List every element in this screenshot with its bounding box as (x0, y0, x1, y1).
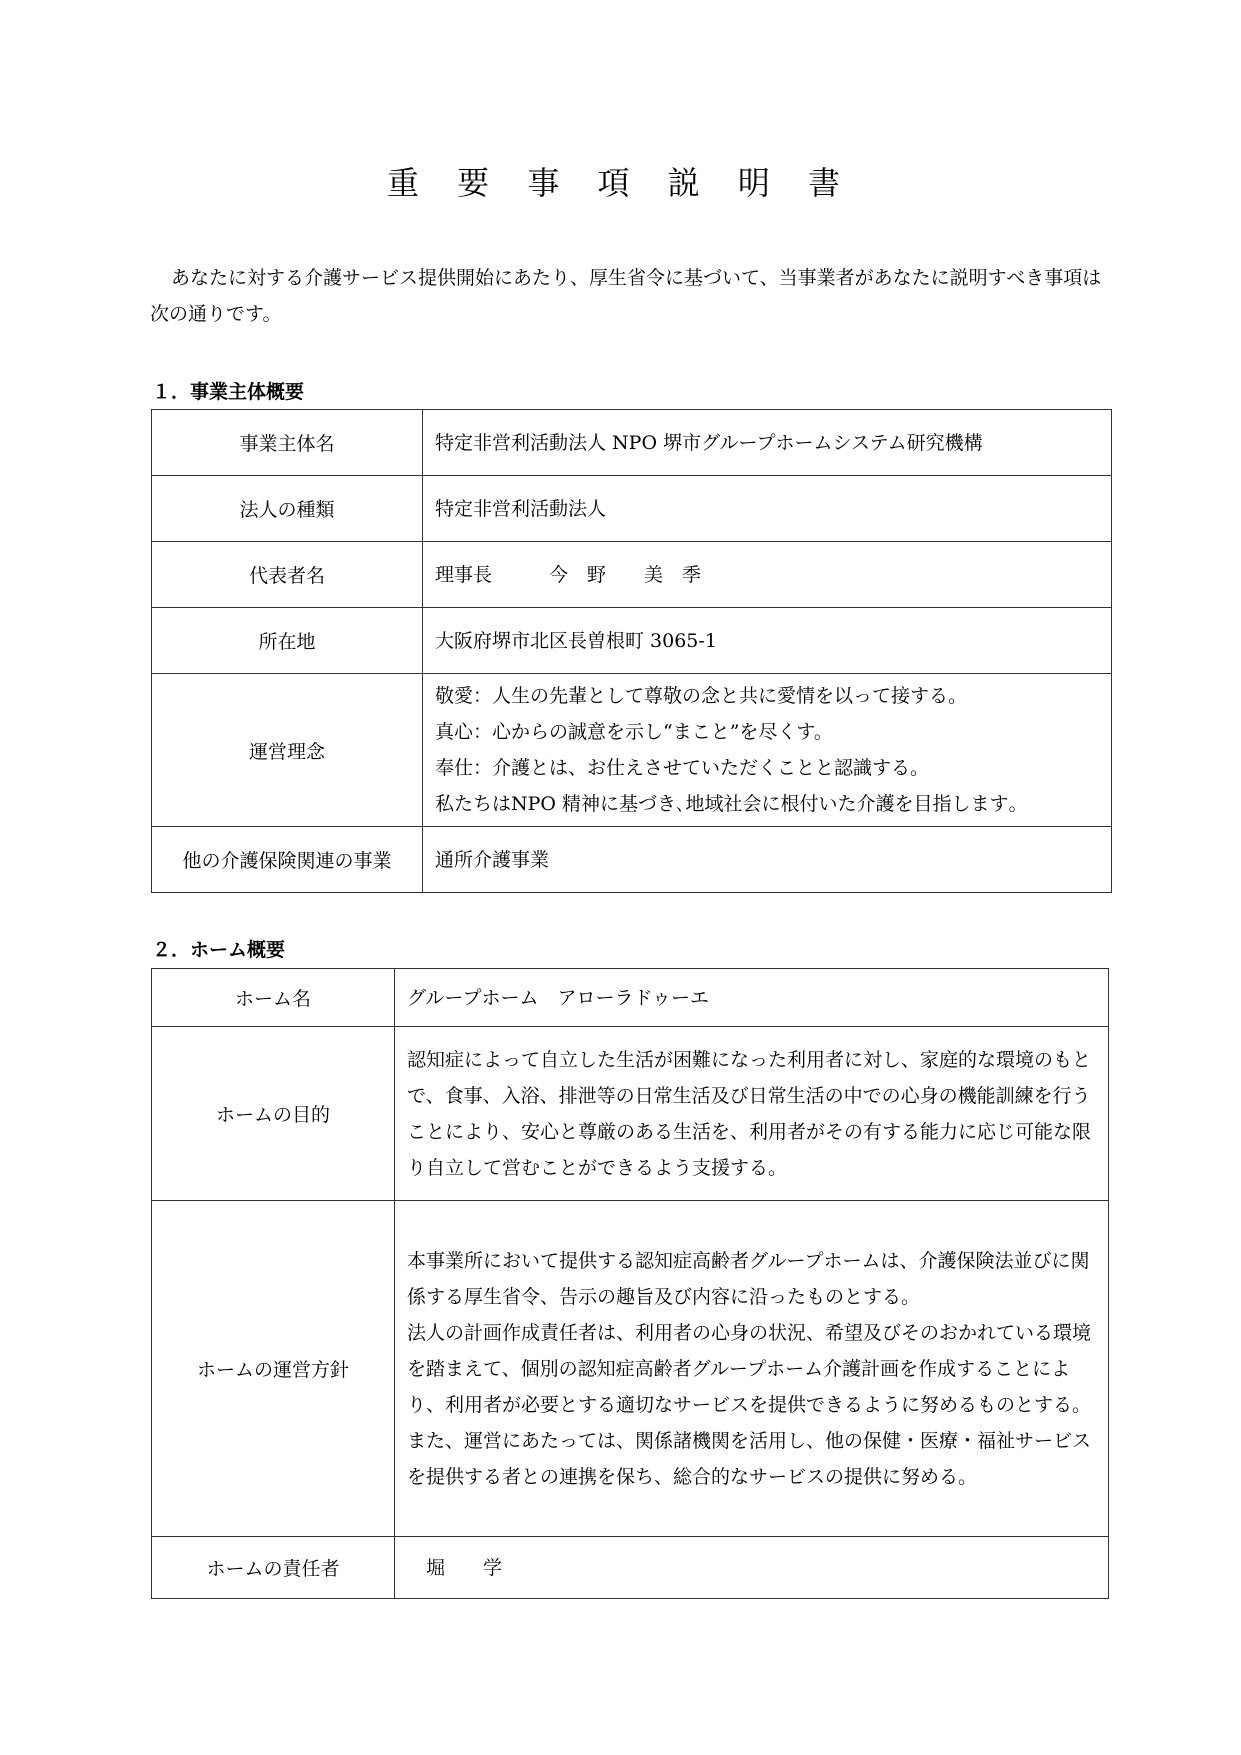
section-heading-organization: １．事業主体概要 (152, 381, 305, 403)
philosophy-line: 私たちはNPO 精神に基づき､地域社会に根付いた介護を目指します｡ (435, 793, 1019, 815)
corporation-type: 特定非営利活動法人 (423, 476, 1112, 542)
philosophy-line: 真心：心からの誠意を示し“まこと”を尽くす。 (435, 721, 833, 743)
policy-paragraph: 法人の計画作成責任者は、利用者の心身の状況、希望及びそのおかれている環境を踏まえて、個別の認知症高齢者グループホーム介護計画を作成することにより、利用者が必要とする適切なサービスを提供できるように努めるものとする。また、運営にあたっては、関係諸機関を活用し、他の保健・医療・福祉サービスを提供する者との連携を保ち、総合的なサービスの提供に努める。 (407, 1321, 1092, 1488)
table-row (152, 608, 1112, 674)
operating-policy-cell (395, 1201, 1109, 1537)
home-manager: 堀 学 (395, 1537, 1109, 1599)
table-row (152, 542, 1112, 608)
philosophy-cell (423, 674, 1112, 827)
row-label: ホームの責任者 (152, 1537, 395, 1599)
home-overview-table (151, 968, 1109, 1599)
row-label: ホームの運営方針 (152, 1201, 395, 1537)
organization-overview-table (151, 409, 1112, 893)
philosophy-line: 奉仕：介護とは、お仕えさせていただくことと認識する。 (435, 757, 930, 779)
organization-name: 特定非営利活動法人 NPO 堺市グループホームシステム研究機構 (423, 410, 1112, 476)
table-row (152, 476, 1112, 542)
related-business: 通所介護事業 (423, 827, 1112, 893)
table-row (152, 1537, 1109, 1599)
home-purpose: 認知症によって自立した生活が困難になった利用者に対し、家庭的な環境のもとで、食事、入浴、排泄等の日常生活及び日常生活の中での心身の機能訓練を行うことにより、安心と尊厳のある生活を、利用者がその有する能力に応じ可能な限り自立して営むことができるよう支援する。 (395, 1027, 1109, 1201)
table-row (152, 1027, 1109, 1201)
row-label: 事業主体名 (152, 410, 423, 476)
philosophy-line: 敬愛：人生の先輩として尊敬の念と共に愛情を以って接する。 (435, 685, 968, 707)
row-label: 代表者名 (152, 542, 423, 608)
home-name: グループホーム アローラドゥーエ (395, 969, 1109, 1027)
section-heading-home: ２．ホーム概要 (152, 939, 286, 961)
row-label: 運営理念 (152, 674, 423, 827)
representative-name: 理事長 今 野 美 季 (423, 542, 1112, 608)
address: 大阪府堺市北区長曽根町 3065-1 (423, 608, 1112, 674)
table-row (152, 1201, 1109, 1537)
table-row (152, 410, 1112, 476)
intro-text: あなたに対する介護サービス提供開始にあたり、厚生省令に基づいて、当事業者があなたに説明すべき事項は次の通りです。 (150, 267, 1102, 325)
row-label: 所在地 (152, 608, 423, 674)
table-row (152, 969, 1109, 1027)
policy-paragraph: 本事業所において提供する認知症高齢者グループホームは、介護保険法並びに関係する厚生省令、告示の趣旨及び内容に沿ったものとする。 (407, 1249, 1090, 1308)
row-label: 法人の種類 (152, 476, 423, 542)
row-label: 他の介護保険関連の事業 (152, 827, 423, 893)
table-row (152, 827, 1112, 893)
row-label: ホームの目的 (152, 1027, 395, 1201)
document-title: 重 要 事 項 説 明 書 (386, 164, 855, 202)
table-row (152, 674, 1112, 827)
row-label: ホーム名 (152, 969, 395, 1027)
